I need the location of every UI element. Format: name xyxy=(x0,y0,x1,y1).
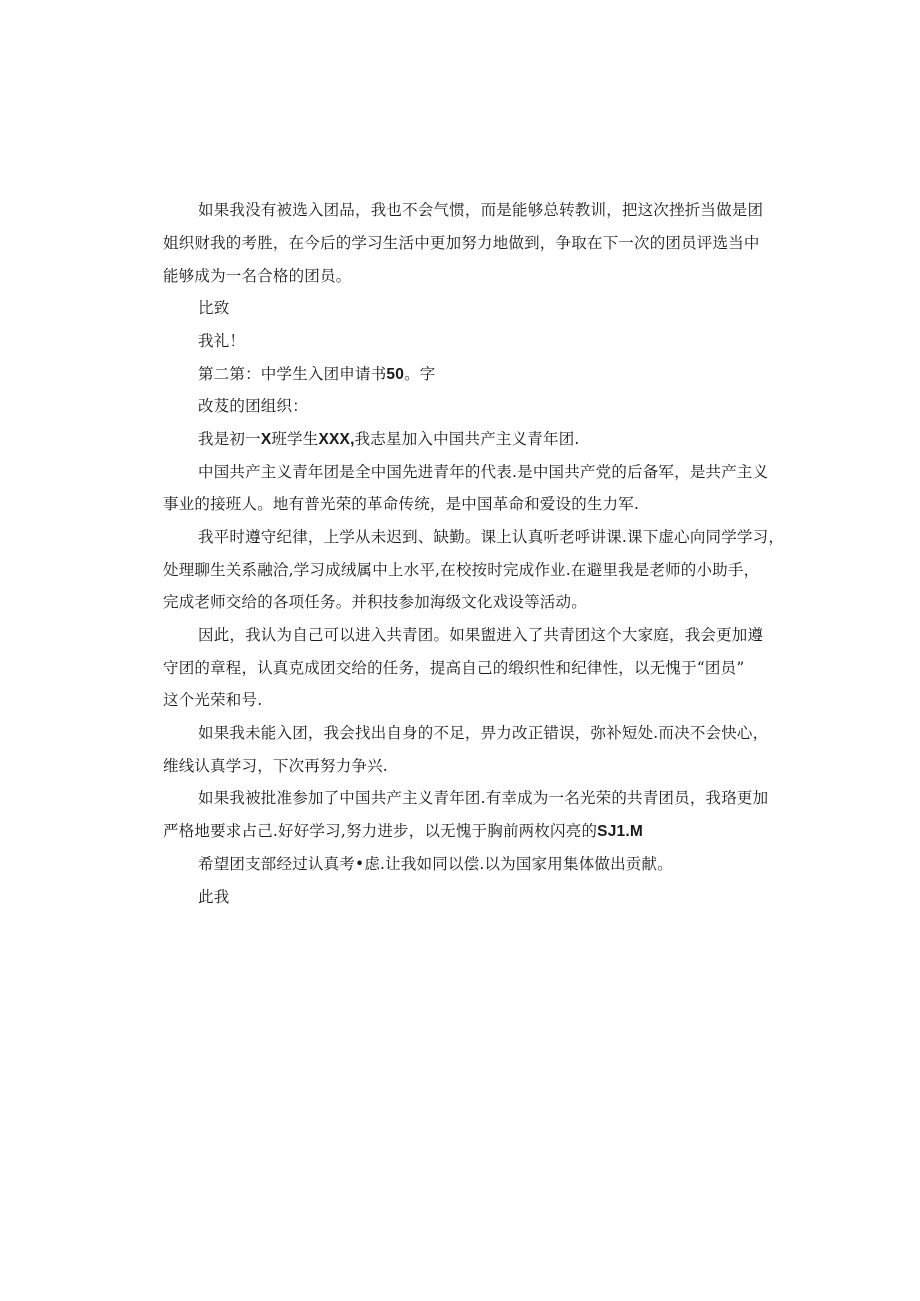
paragraph-1-line-1: 如果我没有被选入团品，我也不会气惯，而是能够总转教训，把这次挫折当做是团 xyxy=(198,201,764,219)
closing-line-3: 此我 xyxy=(198,888,230,906)
paragraph-5-line-1: 如果我未能入团，我会找出自身的不足，畀力改正错误，弥补短处.而决不会快心， xyxy=(198,724,769,742)
paragraph-5-line-2: 维线认真学习，下次再努力争兴. xyxy=(163,757,388,775)
paragraph-2-line-2: 事业的接班人。地有普光荣的革命传统，是中国革命和爱设的生力军. xyxy=(163,495,640,513)
intro-suffix: 我志星加入中国共产主义青年团. xyxy=(354,430,580,448)
paragraph-1-line-3: 能够成为一名合格的团员。 xyxy=(163,267,352,285)
paragraph-6-line-1: 如果我被批准参加了中国共产主义青年团.有幸成为一名光荣的共青团员，我珞更加 xyxy=(198,789,769,807)
paragraph-3-line-2: 处理聊生关系融洽,学习成绒属中上水平,在校按时完成作业.在避里我是老师的小助手， xyxy=(163,561,760,579)
heading-suffix: 。字 xyxy=(404,365,436,383)
closing-line-1: 比致 xyxy=(198,299,230,317)
intro-mid: 班学生 xyxy=(271,430,319,448)
intro-line xyxy=(198,429,580,450)
paragraph-4-line-1: 因此，我认为自己可以进入共青团。如果盥进入了共青团这个大家庭，我会更加遵 xyxy=(198,626,764,644)
paragraph-6-line-2-bold: SJ1.M xyxy=(597,823,643,840)
paragraph-7: 希望团支部经过认真考•虑.让我如同以偿.以为国家用集体做出贡献。 xyxy=(198,855,673,873)
heading-number: 50 xyxy=(386,366,405,383)
salutation: 改芨的团组织： xyxy=(198,397,308,415)
paragraph-2-line-1: 中国共产主义青年团是全中国先进青年的代表.是中国共产党的后备军，是共产主义 xyxy=(198,463,769,481)
paragraph-3-line-3: 完成老师交给的各项任务。并积技参加海级文化戏设等活动。 xyxy=(163,593,587,611)
intro-prefix: 我是初一 xyxy=(198,430,261,448)
heading-prefix: 第二第：中学生入团申请书 xyxy=(198,365,387,383)
paragraph-4-line-2: 守团的章程，认真克成团交给的任务，提高自己的缎织性和纪律性，以无愧于“团员” xyxy=(163,659,745,677)
paragraph-6-line-2-text: 严格地要求占己.好好学习,努力进步，以无愧于胸前两枚闪亮的 xyxy=(163,822,598,840)
paragraph-4-line-3: 这个光荣和号. xyxy=(163,691,263,709)
intro-name: XXX, xyxy=(318,431,355,448)
section-heading xyxy=(198,364,435,385)
paragraph-6-line-2 xyxy=(163,821,643,842)
intro-class-x: X xyxy=(260,431,272,448)
paragraph-3-line-1: 我平时遵守纪律，上学从未迟到、缺勤。课上认真听老呼讲课.课下虚心向同学学习， xyxy=(198,528,785,546)
closing-line-2: 我礼！ xyxy=(198,332,246,350)
paragraph-1-line-2: 姐织财我的考胜，在今后的学习生活中更加努力地做到，争取在下一次的团员评选当中 xyxy=(163,234,760,252)
